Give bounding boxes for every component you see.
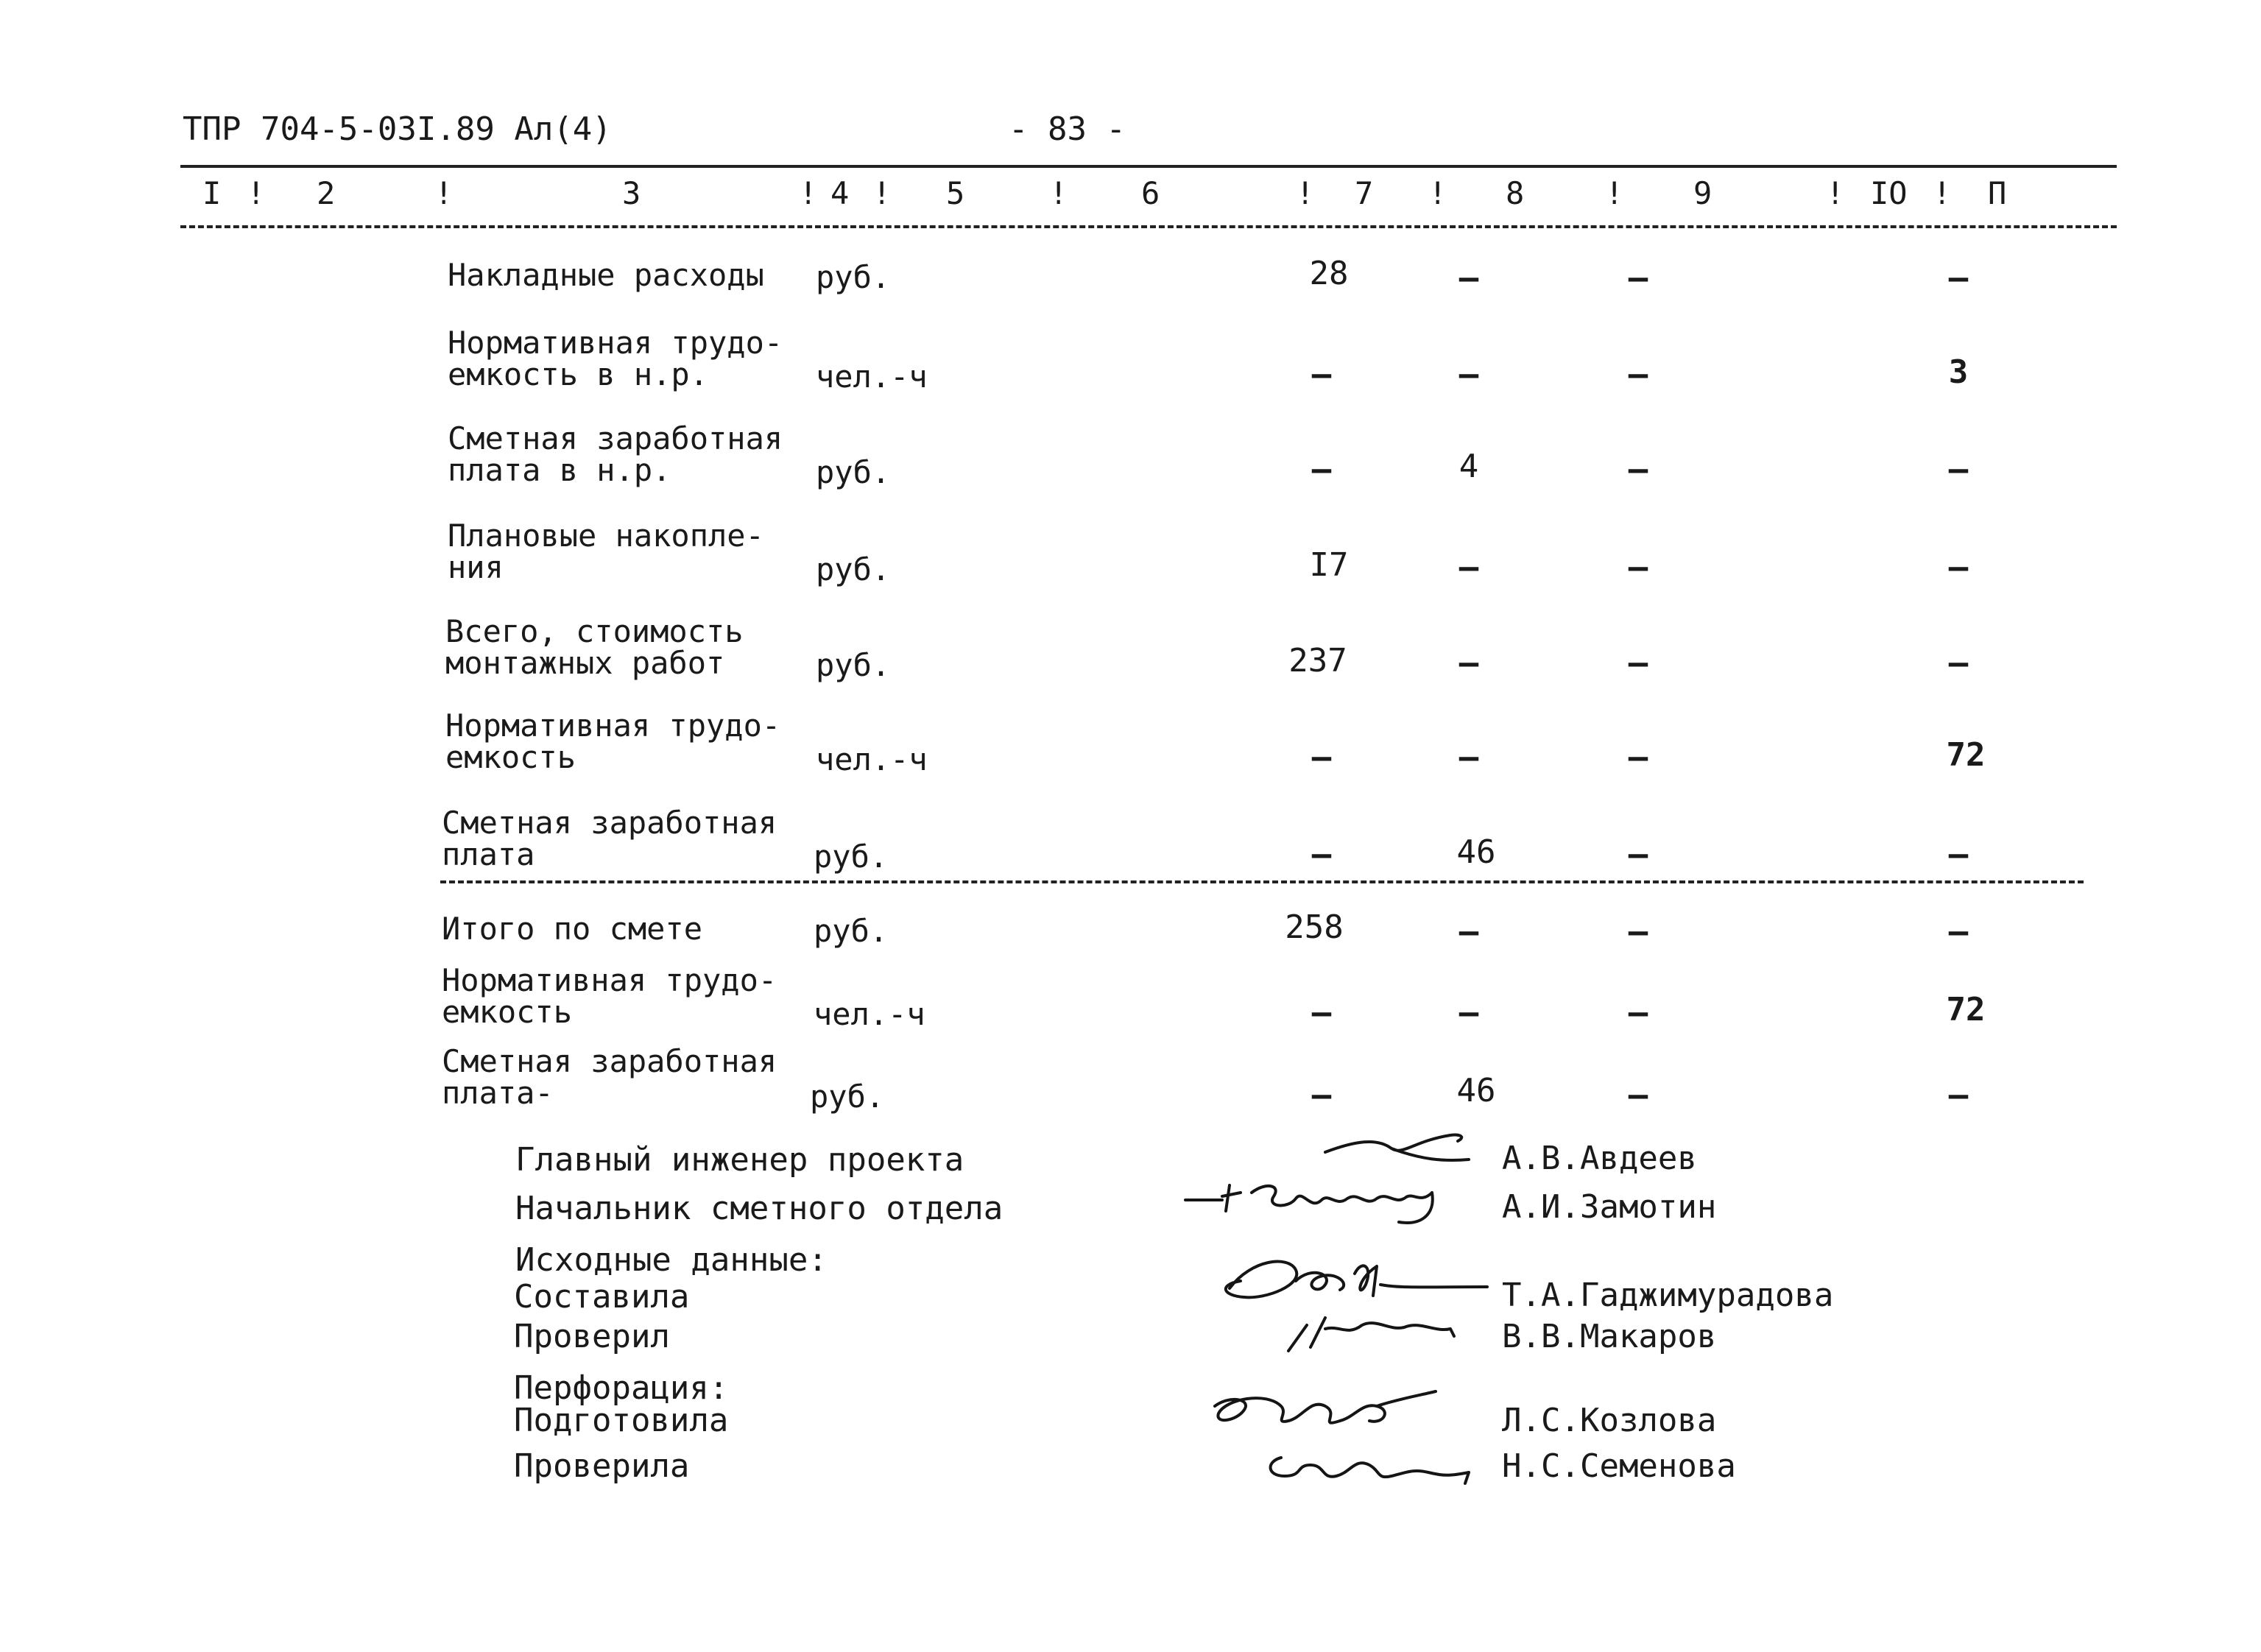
col-separator: ! xyxy=(1049,175,1068,211)
row-col11: – xyxy=(1948,644,1969,682)
col-separator: ! xyxy=(799,175,818,211)
total-col8: – xyxy=(1458,994,1479,1031)
prepared-name: Л.С.Козлова xyxy=(1502,1402,1717,1439)
col-header-1: I xyxy=(202,175,222,211)
row-col7: – xyxy=(1311,738,1332,776)
total-label: Итого по смете xyxy=(442,911,703,947)
chief-engineer-role: Главный инженер проекта xyxy=(515,1141,964,1179)
row-label: плата xyxy=(442,836,535,872)
row-unit: руб. xyxy=(816,454,891,490)
total-col7: 258 xyxy=(1285,908,1344,946)
row-col11: 3 xyxy=(1948,353,1969,391)
total-col7: – xyxy=(1311,1076,1332,1114)
col-separator: ! xyxy=(1933,175,1952,211)
total-col9: – xyxy=(1628,1076,1648,1114)
row-label: Нормативная трудо- xyxy=(445,707,781,744)
row-unit: чел.-ч xyxy=(816,359,928,395)
total-col9: – xyxy=(1628,913,1648,950)
chief-engineer-name: А.В.Авдеев xyxy=(1502,1140,1697,1177)
row-col8: – xyxy=(1458,738,1479,776)
col-header-8: 8 xyxy=(1506,175,1525,211)
signature-kozlova xyxy=(1200,1377,1450,1443)
col-separator: ! xyxy=(1605,175,1624,211)
total-col11: – xyxy=(1948,913,1969,950)
row-col7: – xyxy=(1311,356,1332,393)
col-separator: ! xyxy=(434,175,454,211)
total-col8: – xyxy=(1458,913,1479,950)
row-col11: – xyxy=(1948,548,1969,586)
row-col8: 4 xyxy=(1458,448,1479,485)
row-label: Сметная заработная xyxy=(442,805,777,841)
document-code: ТПР 704-5-03I.89 Ал(4) xyxy=(183,110,612,148)
col-header-6: 6 xyxy=(1141,175,1160,211)
row-label: Плановые накопле- xyxy=(448,518,764,554)
row-label: Всего, стоимость xyxy=(445,613,744,649)
total-col11: 72 xyxy=(1946,991,1986,1028)
total-label: Сметная заработная xyxy=(442,1043,777,1079)
total-unit: руб. xyxy=(810,1079,885,1115)
col-header-10: IO xyxy=(1870,175,1908,211)
col-separator: ! xyxy=(872,175,892,211)
row-col7: 28 xyxy=(1309,255,1349,292)
col-header-3: 3 xyxy=(622,175,641,211)
row-col11: – xyxy=(1948,259,1969,297)
signature-makarov xyxy=(1266,1296,1472,1362)
verified-name: Н.С.Семенова xyxy=(1502,1447,1736,1485)
total-col7: – xyxy=(1311,994,1332,1031)
row-label: Накладные расходы xyxy=(448,257,764,293)
header-top-rule xyxy=(180,165,2117,168)
row-col7: I7 xyxy=(1309,546,1349,584)
source-data-heading: Исходные данные: xyxy=(515,1241,828,1279)
row-label: Сметная заработная xyxy=(448,420,783,456)
head-of-department-name: А.И.Замотин xyxy=(1502,1188,1717,1226)
header-bottom-rule xyxy=(180,225,2117,228)
col-separator: ! xyxy=(1826,175,1845,211)
row-col8: – xyxy=(1458,356,1479,393)
row-col7: 237 xyxy=(1288,642,1347,679)
col-separator: ! xyxy=(1428,175,1447,211)
row-unit: чел.-ч xyxy=(816,741,928,777)
row-label: плата в н.р. xyxy=(448,452,671,488)
col-header-7: 7 xyxy=(1355,175,1374,211)
signature-zamotin xyxy=(1178,1171,1458,1237)
row-col9: – xyxy=(1628,738,1648,776)
col-header-5: 5 xyxy=(946,175,965,211)
signature-semenova xyxy=(1252,1436,1487,1494)
row-unit: руб. xyxy=(816,551,891,587)
row-col9: – xyxy=(1628,548,1648,586)
prepared-role: Подготовила xyxy=(514,1402,729,1439)
compiled-role: Составила xyxy=(514,1278,690,1316)
row-col9: – xyxy=(1628,259,1648,297)
row-col7: – xyxy=(1311,451,1332,488)
total-col8: 46 xyxy=(1456,1072,1496,1109)
row-col11: 72 xyxy=(1946,736,1986,774)
perforation-heading: Перфорация: xyxy=(514,1369,729,1407)
row-label: Нормативная трудо- xyxy=(448,325,783,361)
row-unit: руб. xyxy=(816,647,891,683)
row-label: монтажных работ xyxy=(445,645,725,681)
head-of-department-role: Начальник сметного отдела xyxy=(515,1190,1003,1227)
row-col11: – xyxy=(1948,451,1969,488)
total-col11: – xyxy=(1948,1076,1969,1114)
total-unit: чел.-ч xyxy=(814,996,925,1032)
checked-role: Проверил xyxy=(514,1318,670,1355)
row-label: емкость xyxy=(445,739,576,775)
verified-role: Проверила xyxy=(514,1447,690,1485)
total-unit: руб. xyxy=(814,913,889,949)
row-unit: руб. xyxy=(814,839,889,875)
row-col9: – xyxy=(1628,644,1648,682)
checked-name: В.В.Макаров xyxy=(1502,1318,1717,1355)
row-col9: – xyxy=(1628,451,1648,488)
col-header-2: 2 xyxy=(317,175,336,211)
row-col9: – xyxy=(1628,356,1648,393)
col-header-4: 4 xyxy=(830,175,850,211)
signature-avdeev xyxy=(1311,1119,1487,1178)
total-col9: – xyxy=(1628,994,1648,1031)
row-col8: – xyxy=(1458,259,1479,297)
row-col8: – xyxy=(1458,644,1479,682)
row-col9: – xyxy=(1628,836,1648,873)
row-col8: 46 xyxy=(1456,833,1496,871)
col-header-9: 9 xyxy=(1693,175,1712,211)
total-label: плата- xyxy=(442,1075,554,1111)
col-header-11: П xyxy=(1988,175,2007,211)
row-col11: – xyxy=(1948,836,1969,873)
row-label: емкость в н.р. xyxy=(448,356,709,392)
row-label: ния xyxy=(448,549,504,585)
total-label: Нормативная трудо- xyxy=(442,962,777,998)
row-unit: руб. xyxy=(816,259,891,295)
compiled-name: Т.А.Гаджимурадова xyxy=(1502,1277,1834,1314)
col-separator: ! xyxy=(1296,175,1315,211)
totals-rule xyxy=(440,880,2084,883)
total-label: емкость xyxy=(442,994,573,1030)
col-separator: ! xyxy=(247,175,266,211)
page-number: - 83 - xyxy=(1009,110,1126,148)
row-col8: – xyxy=(1458,548,1479,586)
row-col7: – xyxy=(1311,836,1332,873)
